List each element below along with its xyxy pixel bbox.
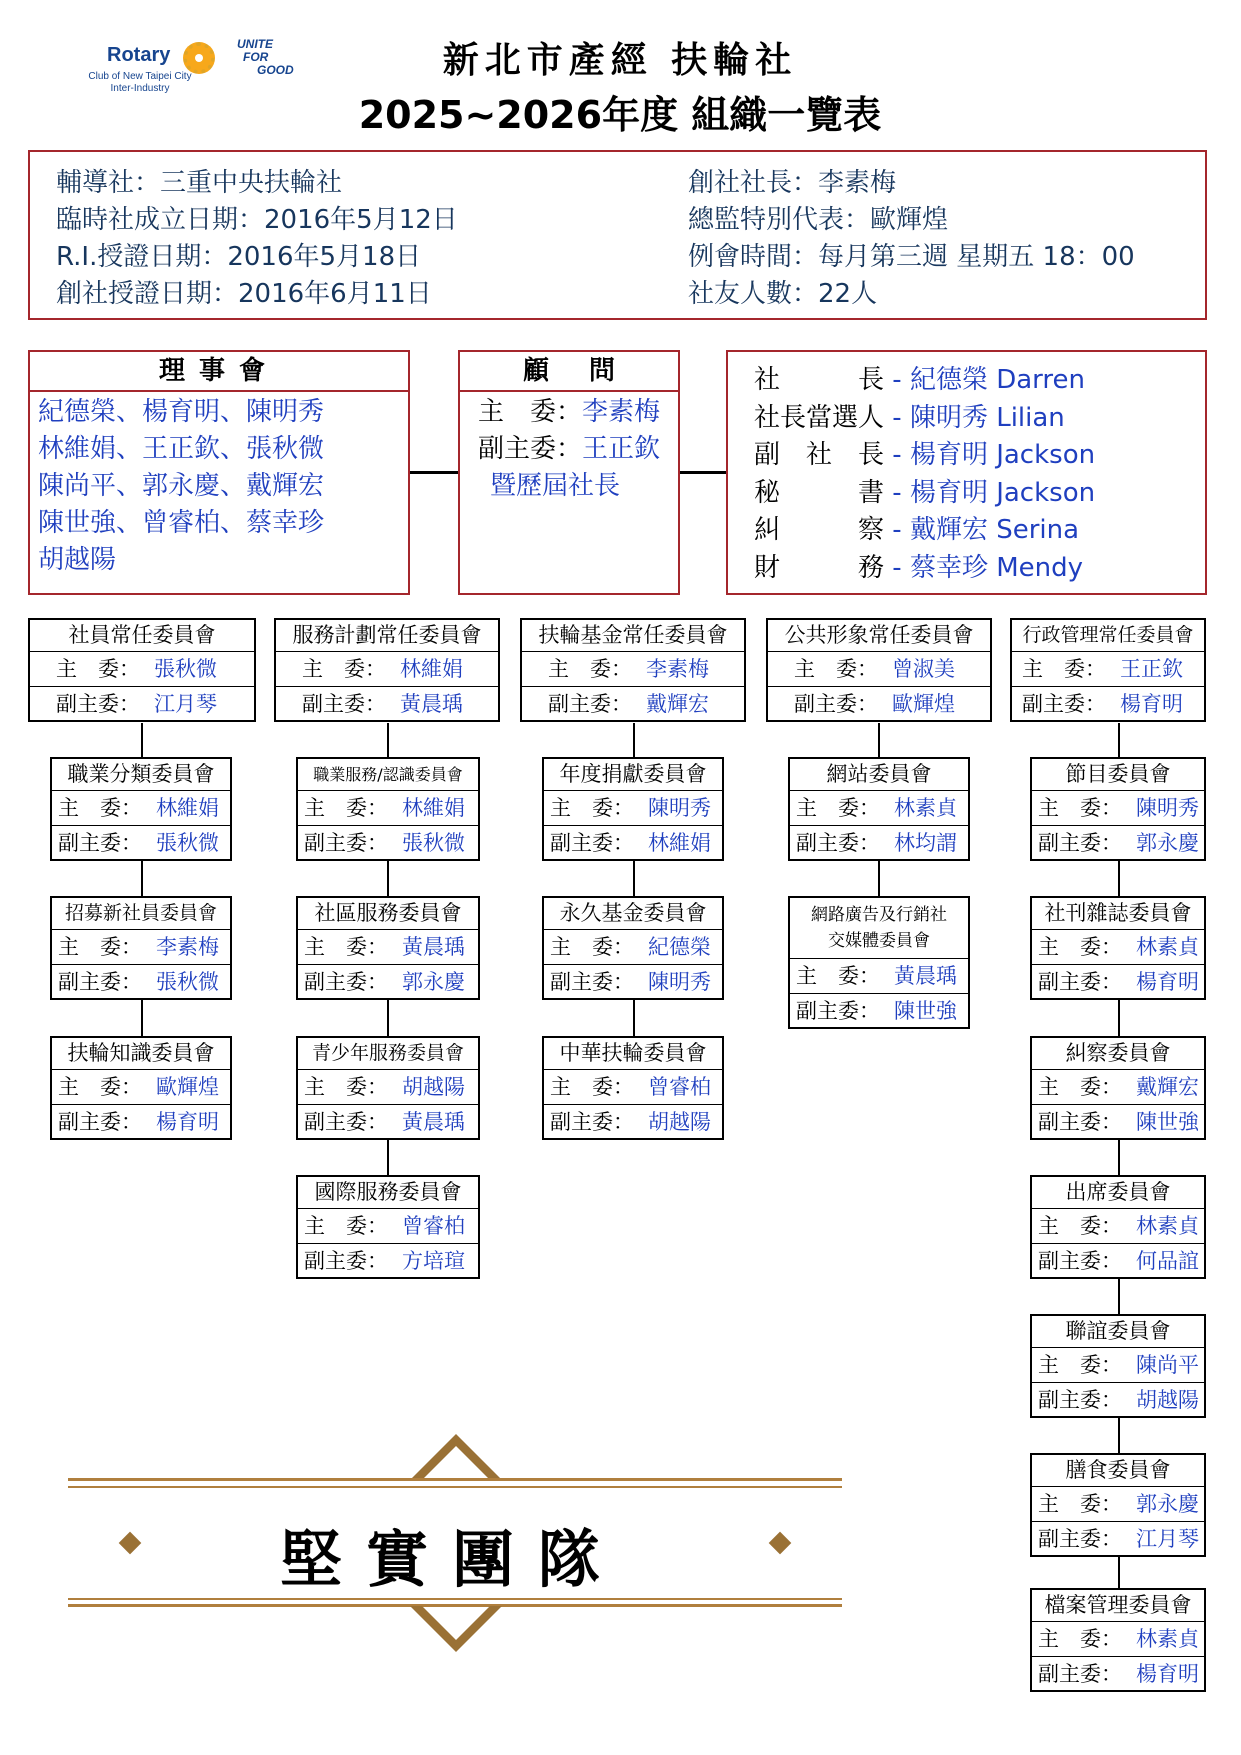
officer-title: 社 長 xyxy=(754,365,885,395)
info-governor-rep: 總監特別代表：歐輝煌 xyxy=(688,205,949,235)
info-member-count: 社友人數：22人 xyxy=(688,279,878,309)
chair-name: 林維娟 xyxy=(156,796,219,820)
chair-label: 主 委： xyxy=(1038,796,1122,820)
vice-label: 副主委： xyxy=(1038,1110,1122,1134)
unite-for-good-logo xyxy=(237,38,307,77)
vice-label: 副主委： xyxy=(550,831,634,855)
vice-name: 何品誼 xyxy=(1136,1249,1199,1273)
vice-name: 張秋微 xyxy=(402,831,465,855)
committee-bulletin xyxy=(1030,896,1206,1000)
chair-name: 林素貞 xyxy=(1136,1214,1199,1238)
committee-title: 永久基金委員會 xyxy=(544,898,722,930)
vice-label: 副主委： xyxy=(1038,1662,1122,1686)
banner-right-diamond-icon xyxy=(769,1532,792,1555)
advisor-vice-label: 副主委： xyxy=(478,434,583,464)
info-provisional-date: 臨時社成立日期：2016年5月12日 xyxy=(56,205,458,235)
committee-title-line2: 交媒體委員會 xyxy=(828,931,930,951)
committee-administration-standing xyxy=(1010,618,1206,722)
chair-name: 王正欽 xyxy=(1120,657,1183,681)
committee-vocational-service xyxy=(296,757,480,861)
vice-name: 楊育明 xyxy=(1120,692,1183,716)
chair-label: 主 委： xyxy=(1022,657,1106,681)
info-charter-date: 創社授證日期：2016年6月11日 xyxy=(56,279,432,309)
committee-title: 膳食委員會 xyxy=(1032,1455,1204,1487)
rotary-subtitle xyxy=(55,71,225,95)
club-title: 新北市產經 扶輪社 xyxy=(442,40,798,81)
chair-label: 主 委： xyxy=(304,796,388,820)
officer-name: 戴輝宏 Serina xyxy=(909,515,1080,545)
board-row: 林維娟、王正欽、張秋微 xyxy=(38,434,325,464)
vice-label: 副主委： xyxy=(796,831,880,855)
chair-label: 主 委： xyxy=(304,935,388,959)
vice-label: 副主委： xyxy=(1038,831,1122,855)
board-row: 紀德榮、楊育明、陳明秀 xyxy=(38,397,325,427)
committee-title: 社員常任委員會 xyxy=(30,620,254,652)
chair-label: 主 委： xyxy=(1038,1353,1122,1377)
chair-label: 主 委： xyxy=(58,796,142,820)
officer-dash: - xyxy=(884,365,910,395)
chair-name: 李素梅 xyxy=(646,657,709,681)
vice-name: 陳明秀 xyxy=(648,970,711,994)
unite-word: UNITE xyxy=(237,37,273,51)
committee-website xyxy=(788,757,970,861)
committee-online-marketing xyxy=(788,896,970,1029)
committee-title: 招募新社員委員會 xyxy=(52,898,230,930)
chair-name: 陳明秀 xyxy=(1136,796,1199,820)
officer-name: 蔡幸珍 Mendy xyxy=(909,552,1084,583)
committee-international-service xyxy=(296,1175,480,1279)
committee-youth-service xyxy=(296,1036,480,1140)
advisor-past-presidents: 暨歷屆社長 xyxy=(490,471,621,501)
vice-name: 林維娟 xyxy=(648,831,711,855)
vice-label: 副主委： xyxy=(796,999,880,1023)
committee-program xyxy=(1030,757,1206,861)
chair-name: 郭永慶 xyxy=(1136,1492,1199,1516)
advisor-chair-label: 主 委： xyxy=(478,397,583,427)
vice-label: 副主委： xyxy=(1038,1388,1122,1412)
chair-label: 主 委： xyxy=(304,1075,388,1099)
vice-label: 副主委： xyxy=(304,970,388,994)
vice-label: 副主委： xyxy=(304,831,388,855)
committee-title xyxy=(790,898,968,959)
chart-title: 2025~2026年度 組織一覽表 xyxy=(358,93,882,137)
committee-title: 扶輪知識委員會 xyxy=(52,1038,230,1070)
banner-top-chevron-icon xyxy=(410,1434,502,1484)
vice-name: 歐輝煌 xyxy=(892,692,955,716)
chair-label: 主 委： xyxy=(550,1075,634,1099)
chair-label: 主 委： xyxy=(302,657,386,681)
vice-name: 陳世強 xyxy=(894,999,957,1023)
chair-name: 張秋微 xyxy=(154,657,217,681)
officer-row xyxy=(754,362,1205,400)
officer-name: 紀德榮 Darren xyxy=(909,365,1085,395)
vice-label: 副主委： xyxy=(1038,1527,1122,1551)
committee-foundation-standing xyxy=(520,618,746,722)
committee-fellowship xyxy=(1030,1314,1206,1418)
officer-dash: - xyxy=(884,440,910,470)
committee-annual-giving xyxy=(542,757,724,861)
chair-name: 戴輝宏 xyxy=(1136,1075,1199,1099)
info-meeting-time: 例會時間：每月第三週 星期五 18：00 xyxy=(688,242,1135,272)
committee-title: 青少年服務委員會 xyxy=(298,1038,478,1070)
chair-name: 黃晨瑀 xyxy=(894,964,957,988)
committee-title: 出席委員會 xyxy=(1032,1177,1204,1209)
rotary-sub-line1: Club of New Taipei City xyxy=(88,71,192,82)
chair-label: 主 委： xyxy=(796,964,880,988)
info-ri-charter-date: R.I.授證日期：2016年5月18日 xyxy=(56,242,422,272)
advisor-title: 顧問 xyxy=(460,352,678,392)
committee-title: 行政管理常任委員會 xyxy=(1012,620,1204,652)
committee-archives xyxy=(1030,1588,1206,1692)
vice-name: 方培瑄 xyxy=(402,1249,465,1273)
chair-name: 曾睿柏 xyxy=(402,1214,465,1238)
board-row: 陳世強、曾睿柏、蔡幸珍 xyxy=(38,508,325,538)
officer-title: 糾 察 xyxy=(754,515,885,545)
chair-label: 主 委： xyxy=(796,796,880,820)
banner-top-rule xyxy=(68,1478,842,1481)
vice-name: 張秋微 xyxy=(156,831,219,855)
committee-title: 社區服務委員會 xyxy=(298,898,478,930)
chair-label: 主 委： xyxy=(794,657,878,681)
committee-endowment-fund xyxy=(542,896,724,1000)
for-word: FOR xyxy=(243,50,269,64)
advisor-vice-name: 王正欽 xyxy=(582,434,661,464)
committee-membership-standing xyxy=(28,618,256,722)
advisor-chair-name: 李素梅 xyxy=(582,397,661,427)
chair-name: 林素貞 xyxy=(1136,935,1199,959)
officer-name: 楊育明 Jackson xyxy=(909,440,1096,470)
vice-label: 副主委： xyxy=(1022,692,1106,716)
board-row: 陳尚平、郭永慶、戴輝宏 xyxy=(38,471,325,501)
vice-label: 副主委： xyxy=(794,692,878,716)
banner-left-diamond-icon xyxy=(119,1532,142,1555)
info-founding-president: 創社社長：李素梅 xyxy=(688,168,897,198)
officer-row xyxy=(754,437,1205,475)
officer-title: 社長當選人 xyxy=(754,402,885,433)
officer-row xyxy=(754,475,1205,513)
committee-title: 檔案管理委員會 xyxy=(1032,1590,1204,1622)
vice-name: 林均謂 xyxy=(894,831,957,855)
rotary-logo xyxy=(55,38,225,98)
committee-title-line1: 網路廣告及行銷社 xyxy=(811,905,947,925)
vice-name: 郭永慶 xyxy=(1136,831,1199,855)
advisor-box xyxy=(458,350,680,595)
officer-title: 秘 書 xyxy=(754,477,885,508)
chair-name: 曾睿柏 xyxy=(648,1075,711,1099)
committee-attendance xyxy=(1030,1175,1206,1279)
officer-dash: - xyxy=(884,515,910,545)
chair-name: 胡越陽 xyxy=(402,1075,465,1099)
chair-name: 歐輝煌 xyxy=(156,1075,219,1099)
chair-name: 曾淑美 xyxy=(892,657,955,681)
board-advisor-connector xyxy=(410,471,458,474)
committee-sergeant xyxy=(1030,1036,1206,1140)
committee-catering xyxy=(1030,1453,1206,1557)
committee-community-service xyxy=(296,896,480,1000)
chair-label: 主 委： xyxy=(1038,1627,1122,1651)
officer-dash: - xyxy=(884,477,910,508)
committee-title: 國際服務委員會 xyxy=(298,1177,478,1209)
vice-name: 郭永慶 xyxy=(402,970,465,994)
vice-name: 楊育明 xyxy=(156,1110,219,1134)
banner-bottom-chevron-icon xyxy=(410,1604,502,1654)
vice-name: 楊育明 xyxy=(1136,1662,1199,1686)
vice-name: 楊育明 xyxy=(1136,970,1199,994)
chair-label: 主 委： xyxy=(56,657,140,681)
vice-label: 副主委： xyxy=(302,692,386,716)
chair-label: 主 委： xyxy=(550,935,634,959)
committee-title: 年度捐獻委員會 xyxy=(544,759,722,791)
officer-name: 楊育明 Jackson xyxy=(909,477,1096,508)
vice-label: 副主委： xyxy=(550,1110,634,1134)
vice-label: 副主委： xyxy=(304,1249,388,1273)
committee-title: 聯誼委員會 xyxy=(1032,1316,1204,1348)
committee-title: 網站委員會 xyxy=(790,759,968,791)
vice-name: 陳世強 xyxy=(1136,1110,1199,1134)
vice-label: 副主委： xyxy=(58,970,142,994)
vice-label: 副主委： xyxy=(550,970,634,994)
board-row: 胡越陽 xyxy=(38,545,117,575)
rotary-wordmark: Rotary xyxy=(107,44,171,66)
vice-name: 江月琴 xyxy=(1136,1527,1199,1551)
chair-label: 主 委： xyxy=(550,796,634,820)
committee-title: 職業分類委員會 xyxy=(52,759,230,791)
officer-dash: - xyxy=(884,402,910,433)
committee-title: 職業服務/認識委員會 xyxy=(298,759,478,791)
committee-title: 扶輪基金常任委員會 xyxy=(522,620,744,652)
banner-text: 堅實團隊 xyxy=(280,1523,625,1596)
vice-label: 副主委： xyxy=(1038,1249,1122,1273)
chair-name: 陳明秀 xyxy=(648,796,711,820)
officer-row xyxy=(754,512,1205,550)
club-info-box xyxy=(28,150,1207,320)
committee-title: 社刊雜誌委員會 xyxy=(1032,898,1204,930)
chair-name: 林維娟 xyxy=(402,796,465,820)
officer-dash: - xyxy=(884,552,910,583)
officer-title: 財 務 xyxy=(754,552,885,583)
vice-name: 黃晨瑀 xyxy=(400,692,463,716)
committee-service-projects-standing xyxy=(274,618,500,722)
vice-name: 胡越陽 xyxy=(1136,1388,1199,1412)
chair-name: 林維娟 xyxy=(400,657,463,681)
vice-label: 副主委： xyxy=(548,692,632,716)
officers-box xyxy=(726,350,1207,595)
committee-chinese-rotary xyxy=(542,1036,724,1140)
vice-name: 黃晨瑀 xyxy=(402,1110,465,1134)
committee-rotary-knowledge xyxy=(50,1036,232,1140)
vice-name: 江月琴 xyxy=(154,692,217,716)
banner-bottom-rule-thin xyxy=(68,1598,842,1600)
officer-row xyxy=(754,400,1205,438)
committee-title: 中華扶輪委員會 xyxy=(544,1038,722,1070)
officer-name: 陳明秀 Lilian xyxy=(909,402,1065,433)
vice-label: 副主委： xyxy=(56,692,140,716)
chair-label: 主 委： xyxy=(1038,1214,1122,1238)
advisor-officers-connector xyxy=(680,471,728,474)
banner-top-rule-thin xyxy=(68,1486,842,1488)
chair-label: 主 委： xyxy=(1038,1492,1122,1516)
chair-label: 主 委： xyxy=(548,657,632,681)
committee-public-image-standing xyxy=(766,618,992,722)
chair-label: 主 委： xyxy=(58,935,142,959)
vice-label: 副主委： xyxy=(58,1110,142,1134)
chair-name: 李素梅 xyxy=(156,935,219,959)
vice-name: 胡越陽 xyxy=(648,1110,711,1134)
chair-label: 主 委： xyxy=(1038,935,1122,959)
info-sponsor-club: 輔導社：三重中央扶輪社 xyxy=(56,168,343,198)
rotary-wheel-icon xyxy=(183,42,215,74)
committee-title: 節目委員會 xyxy=(1032,759,1204,791)
chair-name: 林素貞 xyxy=(894,796,957,820)
vice-name: 張秋微 xyxy=(156,970,219,994)
vice-label: 副主委： xyxy=(58,831,142,855)
committee-classification xyxy=(50,757,232,861)
board-title: 理事會 xyxy=(30,352,408,392)
vice-name: 戴輝宏 xyxy=(646,692,709,716)
chair-name: 陳尚平 xyxy=(1136,1353,1199,1377)
committee-title: 服務計劃常任委員會 xyxy=(276,620,498,652)
officer-row xyxy=(754,550,1205,588)
committee-title: 糾察委員會 xyxy=(1032,1038,1204,1070)
officer-title: 副 社 長 xyxy=(754,440,885,470)
committee-recruitment xyxy=(50,896,232,1000)
good-word: GOOD xyxy=(257,63,294,77)
vice-label: 副主委： xyxy=(1038,970,1122,994)
vice-label: 副主委： xyxy=(304,1110,388,1134)
board-box xyxy=(28,350,410,595)
rotary-sub-line2: Inter-Industry xyxy=(110,83,170,94)
chair-label: 主 委： xyxy=(1038,1075,1122,1099)
committee-title: 公共形象常任委員會 xyxy=(768,620,990,652)
chair-name: 林素貞 xyxy=(1136,1627,1199,1651)
chair-name: 黃晨瑀 xyxy=(402,935,465,959)
chair-label: 主 委： xyxy=(58,1075,142,1099)
chair-name: 紀德榮 xyxy=(648,935,711,959)
chair-label: 主 委： xyxy=(304,1214,388,1238)
